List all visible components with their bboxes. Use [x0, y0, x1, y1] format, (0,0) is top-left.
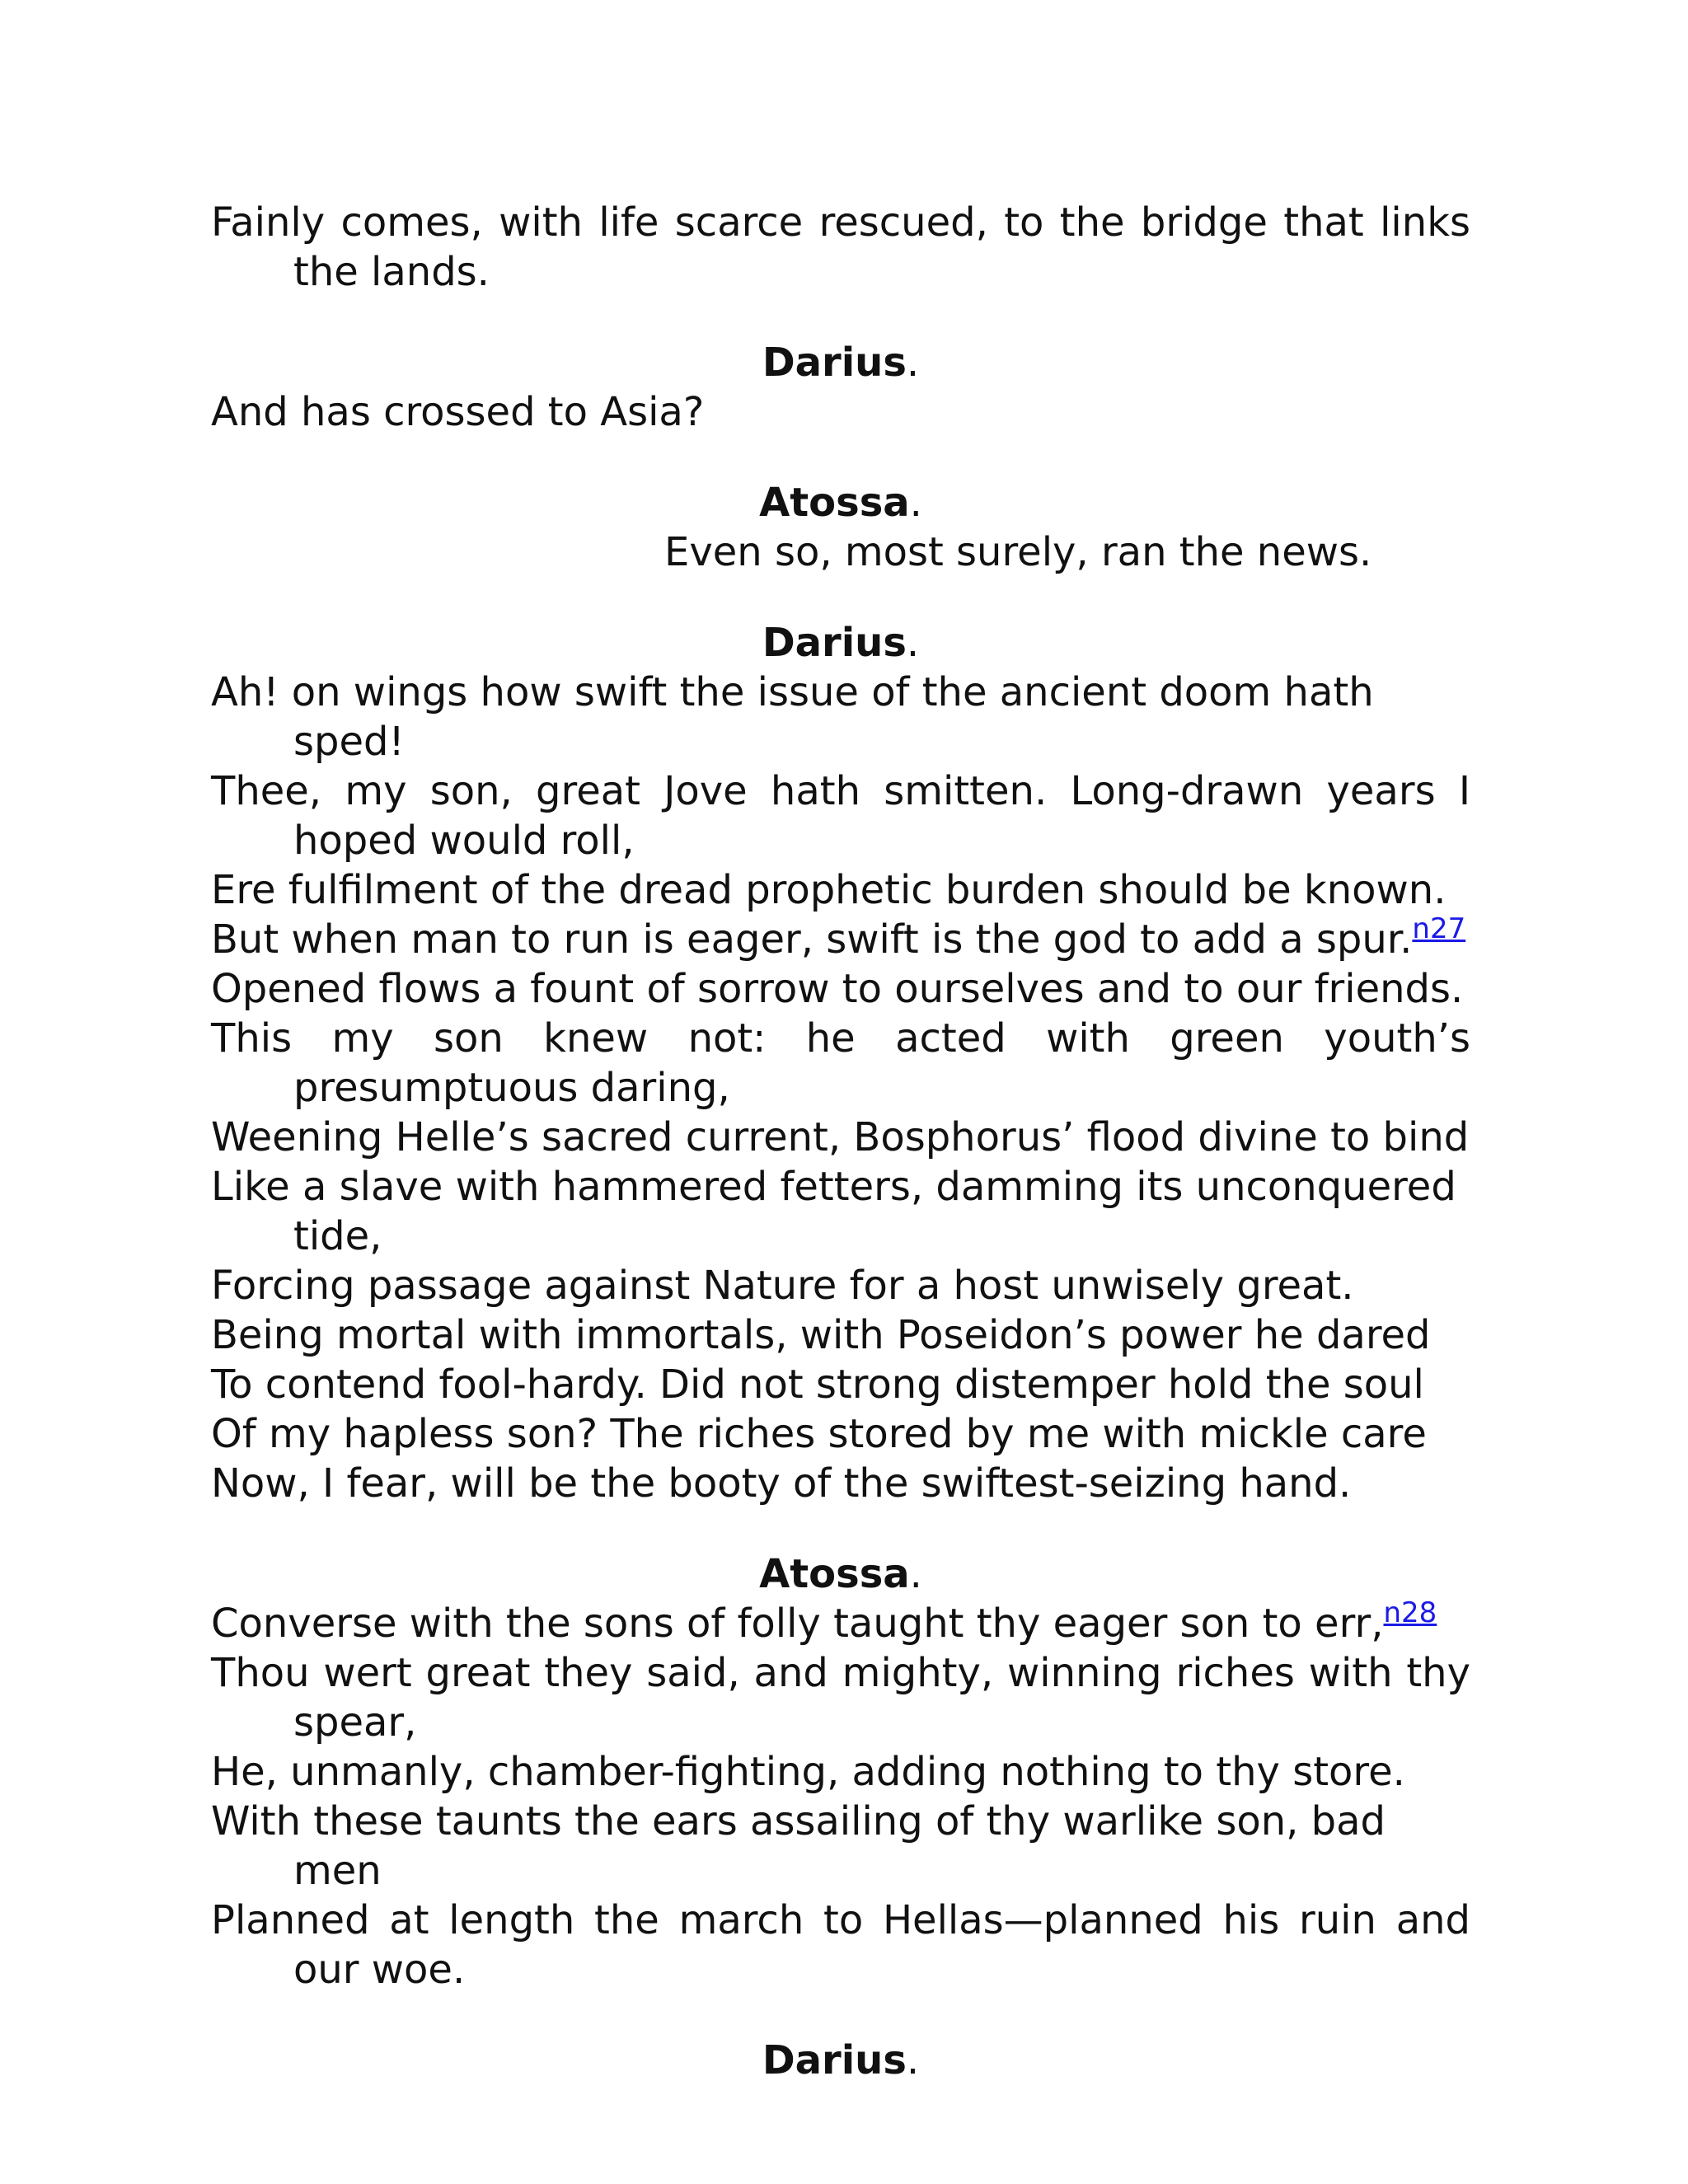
speaker-heading	[211, 618, 1470, 668]
speaker-period: .	[906, 620, 920, 666]
speaker-period: .	[906, 340, 920, 386]
speaker-name: Darius	[762, 2037, 907, 2083]
verse-line: With these taunts the ears assailing of thy warlike son, bad men	[211, 1798, 1386, 1894]
verse-line: He, unmanly, chamber-fighting, adding nothing to thy store.	[211, 1749, 1405, 1795]
footnote-ref	[1383, 1596, 1437, 1629]
verse-line: And has crossed to Asia?	[211, 389, 705, 435]
speaker-name: Darius	[762, 340, 907, 386]
verse-line: Thou wert great they said, and mighty, winning riches with thy spear,	[211, 1650, 1470, 1746]
footnote-link-n28[interactable]: n28	[1383, 1596, 1437, 1629]
verse-line: Thee, my son, great Jove hath smitten. Long-drawn years I hoped would roll,	[211, 768, 1470, 864]
speaker-heading	[211, 478, 1470, 527]
speaker-heading	[211, 2036, 1470, 2085]
footnote-ref	[1412, 912, 1465, 945]
verse-text: But when man to run is eager, swift is the god to add a spur.	[211, 916, 1413, 963]
speaker-heading	[211, 338, 1470, 387]
speaker-heading	[211, 1549, 1470, 1599]
footnote-link-n27[interactable]: n27	[1412, 912, 1466, 945]
verse-line: Ere fulfilment of the dread prophetic burden should be known.	[211, 867, 1447, 913]
speaker-period: .	[906, 2037, 920, 2083]
verse-line: Planned at length the march to Hellas—planned his ruin and our woe.	[211, 1897, 1470, 1993]
verse-line: This my son knew not: he acted with green youth’s presumptuous daring,	[211, 1015, 1470, 1111]
speaker-period: .	[909, 480, 922, 526]
verse-line: Opened flows a fount of sorrow to ourselves and to our friends.	[211, 966, 1464, 1012]
verse-line: Even so, most surely, ran the news.	[664, 529, 1372, 575]
verse-line: To contend fool-hardy. Did not strong distemper hold the soul	[211, 1361, 1424, 1408]
verse-line: Now, I fear, will be the booty of the swiftest-seizing hand.	[211, 1460, 1352, 1507]
speaker-period: .	[909, 1551, 922, 1597]
verse-line: Forcing passage against Nature for a host unwisely great.	[211, 1263, 1354, 1309]
verse-line: Like a slave with hammered fetters, damming its unconquered tide,	[211, 1164, 1456, 1259]
verse-line: Weening Helle’s sacred current, Bosphorus’ flood divine to bind	[211, 1114, 1470, 1160]
speaker-name: Atossa	[759, 480, 910, 526]
verse-text: Converse with the sons of folly taught thy eager son to err,	[211, 1601, 1384, 1647]
verse-line	[211, 1596, 1470, 1648]
verse-line: Being mortal with immortals, with Poseidon’s power he dared	[211, 1312, 1431, 1358]
verse-line: Ah! on wings how swift the issue of the ancient doom hath sped!	[211, 669, 1374, 765]
verse-line: Of my hapless son? The riches stored by me with mickle care	[211, 1411, 1427, 1457]
play-text	[211, 198, 1470, 2085]
speaker-name: Darius	[762, 620, 907, 666]
verse-line: Fainly comes, with life scarce rescued, to the bridge that links the lands.	[211, 199, 1470, 295]
speaker-name: Atossa	[759, 1551, 910, 1597]
verse-line	[211, 912, 1470, 964]
